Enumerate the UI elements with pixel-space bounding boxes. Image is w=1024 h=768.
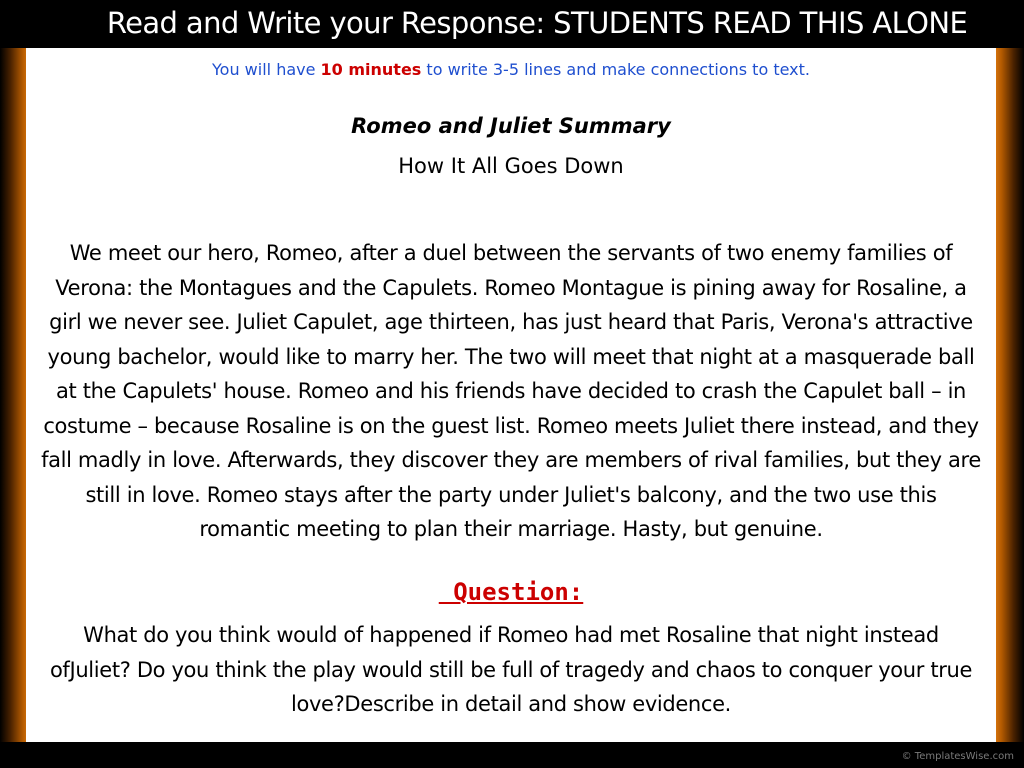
document-subtitle: How It All Goes Down bbox=[398, 154, 624, 178]
question-text: What do you think would of happened if Romeo had met Rosaline that night instead ofJuliet? Do you think the play would still be full of tragedy and chaos to conquer your true love?Describe in detail and show evidence. bbox=[49, 623, 973, 716]
instructions-time-highlight: 10 minutes bbox=[320, 60, 422, 79]
summary-paragraph: We meet our hero, Romeo, after a duel between the servants of two enemy families of Verona: the Montagues and the Capulets. Romeo Montague is pining away for Rosaline, a girl we never see. Juliet Capulet, age thirteen, has just heard that Paris, Verona's attractive young bachelor, would like to marry her. The two will meet that night at a masquerade ball at the Capulets' house. Romeo and his friends have decided to crash the Capulet ball – in costume – because Rosaline is on the guest list. Romeo meets Juliet there instead, and they fall madly in love. Afterwards, they discover they are members of rival families, but they are still in love. Romeo stays after the party under Juliet's balcony, and the two use this romantic meeting to plan their marriage. Hasty, but genuine. bbox=[41, 241, 981, 541]
right-frame-glow bbox=[994, 0, 1024, 768]
watermark: © TemplatesWise.com bbox=[901, 751, 1014, 762]
question-heading: Question: bbox=[438, 578, 584, 606]
content-panel bbox=[26, 48, 996, 742]
instructions-before: You will have bbox=[212, 60, 321, 79]
title-bar bbox=[0, 0, 1024, 48]
bottom-bar bbox=[0, 742, 1024, 768]
instructions-line bbox=[26, 60, 996, 79]
instructions-after: to write 3-5 lines and make connections to text. bbox=[421, 60, 810, 79]
slide-title: Read and Write your Response: STUDENTS READ THIS ALONE bbox=[106, 6, 968, 40]
document-title: Romeo and Juliet Summary bbox=[351, 114, 671, 138]
